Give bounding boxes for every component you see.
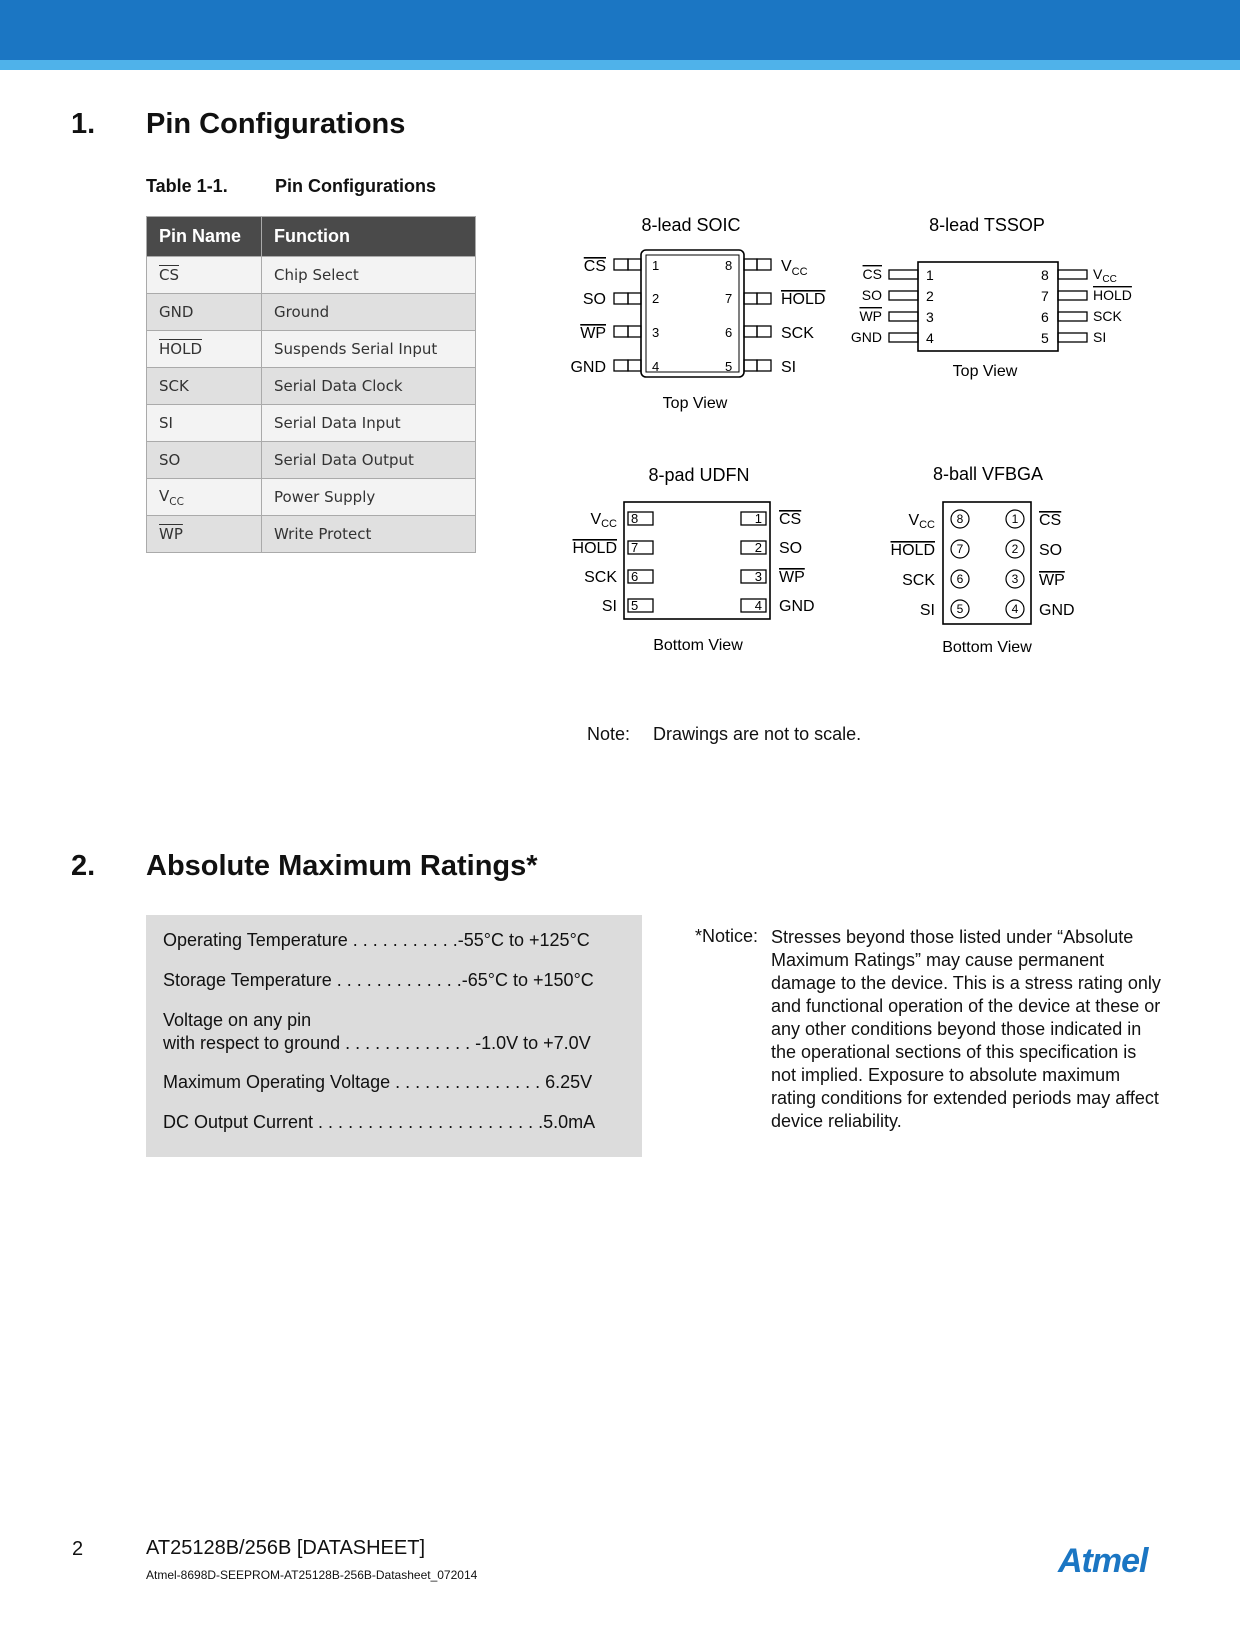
function-cell: Write Protect	[262, 516, 476, 553]
udfn-left-label: SCK	[584, 569, 617, 586]
rating-line: DC Output Current . . . . . . . . . . . . . . . . . . . . . . .5.0mA	[163, 1112, 596, 1132]
soic-pin	[757, 326, 771, 337]
rating-line: Maximum Operating Voltage . . . . . . . . . . . . . . . 6.25V	[163, 1072, 593, 1092]
soic-pin	[628, 259, 641, 270]
soic-right-label: HOLD	[781, 291, 826, 308]
function-cell: Serial Data Output	[262, 442, 476, 479]
soic-right-pins	[744, 259, 771, 371]
soic-pin-number: 1	[652, 258, 660, 273]
soic-pin	[628, 326, 641, 337]
vfbga-left-label: SCK	[902, 572, 935, 589]
udfn-body	[624, 502, 770, 619]
page-number: 2	[72, 1538, 84, 1560]
soic-left-label: CS	[583, 258, 606, 275]
udfn-pad-number: 8	[631, 511, 639, 526]
udfn-pad-number: 5	[631, 598, 639, 613]
tssop-left-label: CS	[862, 266, 882, 282]
pin-name-cell: SO	[147, 442, 262, 479]
udfn-pads	[628, 512, 766, 612]
soic-pin-number: 6	[725, 325, 733, 340]
pin-name-cell: SCK	[147, 368, 262, 405]
rating-line: Operating Temperature . . . . . . . . . . .-55°C to +125°C	[163, 930, 590, 950]
tssop-right-label: $V_{CC}$	[1093, 266, 1117, 285]
soic-pin	[614, 326, 628, 337]
pinout-diagrams	[0, 0, 1240, 700]
tssop-right-label: SI	[1093, 329, 1107, 345]
ratings-box	[146, 915, 642, 1157]
soic-title: 8-lead SOIC	[641, 215, 741, 235]
rating-line: Voltage on any pin	[163, 1010, 312, 1030]
vfbga-ball-number: 2	[1011, 542, 1019, 556]
tssop-body	[918, 262, 1058, 351]
udfn-left-label: VCC	[590, 511, 617, 530]
tssop-left-label: SO	[861, 287, 882, 303]
udfn-right-label: GND	[779, 598, 815, 615]
soic-pin-number: 2	[652, 291, 660, 306]
drawing-note	[587, 724, 862, 745]
function-cell: Power Supply	[262, 479, 476, 516]
udfn-pad	[741, 599, 766, 612]
vfbga-ball-number: 7	[956, 542, 964, 556]
vfbga-ball-number: 6	[956, 572, 964, 586]
rating-line: Storage Temperature . . . . . . . . . . . . .-65°C to +150°C	[163, 970, 594, 990]
tssop-pin	[889, 312, 918, 321]
vfbga-right-label: WP	[1039, 572, 1065, 589]
soic-pin	[628, 360, 641, 371]
udfn-left-label: HOLD	[572, 540, 617, 557]
udfn-title: 8-pad UDFN	[648, 465, 750, 485]
soic-right-label: $V_{CC}$	[781, 258, 808, 278]
tssop-pin-number: 1	[926, 267, 934, 283]
vfbga-title: 8-ball VFBGA	[932, 464, 1044, 484]
udfn-pad-number: 2	[754, 540, 762, 555]
document-id: Atmel-8698D-SEEPROM-AT25128B-256B-Datasheet_072014	[146, 1568, 478, 1582]
soic-pin	[614, 360, 628, 371]
vfbga-ball-number: 5	[956, 602, 964, 616]
function-cell: Suspends Serial Input	[262, 331, 476, 368]
pin-name-cell: $\overline{CS}$	[147, 257, 262, 294]
tssop-left-label: WP	[859, 308, 882, 324]
udfn-pad	[741, 570, 766, 583]
tssop-left-label: GND	[850, 329, 882, 345]
section-number: 1.	[71, 108, 96, 140]
soic-right-label: SI	[781, 359, 797, 376]
udfn-right-label: CS	[779, 511, 802, 528]
soic-left-label: SO	[582, 291, 606, 308]
tssop-pin-number: 8	[1041, 267, 1049, 283]
tssop-pin	[1058, 312, 1087, 321]
soic-pin	[628, 293, 641, 304]
function-cell: Chip Select	[262, 257, 476, 294]
soic-pin	[744, 326, 757, 337]
tssop-pin-number: 6	[1041, 309, 1049, 325]
tssop-pin	[889, 270, 918, 279]
soic-pin	[757, 293, 771, 304]
function-cell: Serial Data Clock	[262, 368, 476, 405]
vfbga-view-label: Bottom View	[942, 639, 1032, 656]
vfbga-ball-number: 1	[1011, 512, 1019, 526]
tssop-diagram	[851, 215, 1132, 380]
udfn-view-label: Bottom View	[653, 637, 743, 654]
vfbga-ball-number: 8	[956, 512, 964, 526]
tssop-pin	[889, 291, 918, 300]
pin-name-cell: GND	[147, 294, 262, 331]
tssop-title: 8-lead TSSOP	[929, 215, 1045, 235]
tssop-pin	[1058, 333, 1087, 342]
tssop-view-label: Top View	[952, 363, 1018, 380]
soic-pin-number: 8	[725, 258, 733, 273]
soic-diagram	[570, 215, 825, 412]
notice-label: *Notice:	[695, 926, 759, 946]
vfbga-left-label: VCC	[908, 512, 935, 531]
udfn-right-label: WP	[779, 569, 805, 586]
soic-pin	[757, 259, 771, 270]
soic-pin	[757, 360, 771, 371]
section-title: Pin Configurations	[146, 108, 406, 140]
udfn-left-label: SI	[601, 598, 617, 615]
soic-pin-number: 3	[652, 325, 660, 340]
soic-pin	[744, 293, 757, 304]
vfbga-right-label: SO	[1039, 542, 1063, 559]
atmel-logo: Atmel	[1058, 1542, 1148, 1580]
rating-line: with respect to ground . . . . . . . . . . . . . -1.0V to +7.0V	[163, 1033, 591, 1053]
tssop-pin-number: 5	[1041, 330, 1049, 346]
soic-left-label: WP	[580, 325, 606, 342]
udfn-pad-number: 3	[754, 569, 762, 584]
tssop-pin-number: 2	[926, 288, 934, 304]
tssop-pin-number: 7	[1041, 288, 1049, 304]
udfn-pad-number: 1	[754, 511, 762, 526]
section-number: 2.	[71, 850, 96, 882]
soic-left-pins	[614, 259, 641, 371]
soic-pin	[744, 360, 757, 371]
document-title: AT25128B/256B [DATASHEET]	[146, 1537, 426, 1559]
soic-view-label: Top View	[662, 395, 728, 412]
vfbga-diagram	[891, 464, 1075, 656]
vfbga-left-label: SI	[919, 602, 935, 619]
udfn-right-label: SO	[779, 540, 803, 557]
pin-name-cell: SI	[147, 405, 262, 442]
tssop-pin	[1058, 270, 1087, 279]
table-caption-title: Pin Configurations	[275, 176, 436, 196]
soic-right-label: SCK	[781, 325, 814, 342]
note-label: Note:	[587, 724, 631, 744]
tssop-pin	[889, 333, 918, 342]
col-header-function: Function	[262, 217, 476, 257]
vfbga-ball-number: 3	[1011, 572, 1019, 586]
soic-pin-number: 5	[725, 359, 733, 374]
udfn-pad	[741, 512, 766, 525]
vfbga-right-label: CS	[1039, 512, 1062, 529]
soic-pin	[744, 259, 757, 270]
notice-text: Stresses beyond those listed under “Absolute Maximum Ratings” may cause permanent damage to the device. This is a stress rating only and functional operation of the device at these or any other conditions beyond those indicated in the operational sections of this specification is not implied. Exposure to absolute maximum rating conditions for extended periods may affect device reliability.	[771, 927, 1161, 1131]
section-title: Absolute Maximum Ratings*	[146, 850, 538, 882]
vfbga-ball-number: 4	[1011, 602, 1019, 616]
tssop-pin	[1058, 291, 1087, 300]
soic-pin	[614, 293, 628, 304]
note-text: Drawings are not to scale.	[653, 724, 862, 744]
table-caption-label: Table 1-1.	[146, 176, 228, 196]
udfn-diagram	[573, 465, 815, 654]
vfbga-left-label: HOLD	[890, 542, 935, 559]
soic-pin-number: 4	[652, 359, 660, 374]
pin-name-cell: $\overline{WP}$	[147, 516, 262, 553]
vfbga-right-label: GND	[1039, 602, 1075, 619]
soic-left-label: GND	[570, 359, 606, 376]
soic-pin-number: 7	[725, 291, 733, 306]
tssop-pin-number: 3	[926, 309, 934, 325]
col-header-pin-name: Pin Name	[147, 217, 262, 257]
tssop-right-label: HOLD	[1093, 287, 1132, 303]
function-cell: Ground	[262, 294, 476, 331]
pin-name-cell: $V_{CC}$	[147, 479, 262, 516]
udfn-pad-number: 6	[631, 569, 639, 584]
tssop-pin-number: 4	[926, 330, 934, 346]
soic-pin	[614, 259, 628, 270]
pin-name-cell: HOLD	[147, 331, 262, 368]
udfn-pad	[741, 541, 766, 554]
udfn-pad-number: 4	[754, 598, 762, 613]
udfn-pad-number: 7	[631, 540, 639, 555]
tssop-right-label: SCK	[1093, 308, 1122, 324]
function-cell: Serial Data Input	[262, 405, 476, 442]
